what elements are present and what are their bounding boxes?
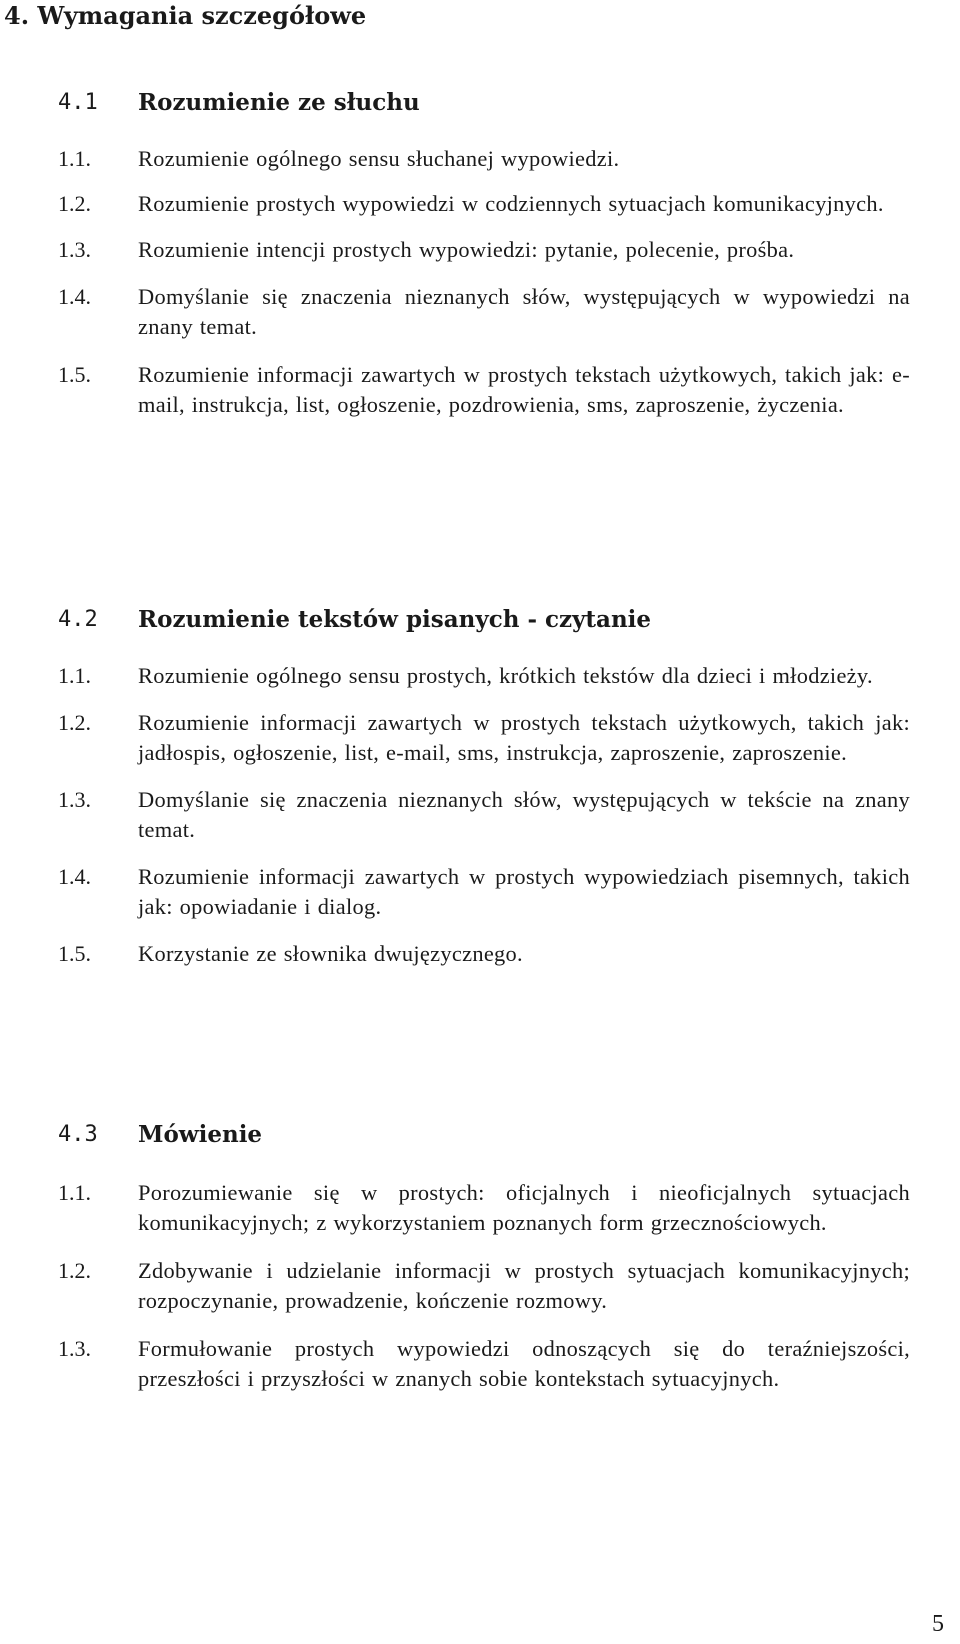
- section-title: Rozumienie tekstów pisanych - czytanie: [138, 606, 652, 633]
- item-number: 1.5.: [58, 941, 91, 966]
- item-text: Korzystanie ze słownika dwujęzycznego.: [138, 941, 523, 966]
- list-item: [0, 360, 960, 420]
- list-item: [0, 144, 960, 174]
- section-title: Mówienie: [138, 1121, 263, 1148]
- item-number: 1.1.: [58, 663, 91, 688]
- section-heading: [0, 88, 960, 118]
- item-number: 1.3.: [58, 1336, 91, 1361]
- item-text: Rozumienie informacji zawartych w prostych tekstach użytkowych, takich jak: e-mail, instrukcja, list, ogłoszenie, pozdrowienia, sms, zaproszenie, życzenia.: [138, 362, 910, 417]
- item-number: 1.2.: [58, 191, 91, 216]
- list-item: [0, 235, 960, 265]
- section-number: 4.3: [58, 1122, 98, 1147]
- list-item: [0, 785, 960, 845]
- item-number: 1.2.: [58, 710, 91, 735]
- list-item: [0, 1256, 960, 1316]
- list-item: [0, 1178, 960, 1238]
- list-item: [0, 708, 960, 768]
- list-item: [0, 189, 960, 219]
- section-number: 4.2: [58, 607, 98, 632]
- item-text: Rozumienie informacji zawartych w prostych wypowiedziach pisemnych, takich jak: opowiadanie i dialog.: [138, 864, 910, 919]
- item-number: 1.1.: [58, 1180, 91, 1205]
- item-text: Formułowanie prostych wypowiedzi odnoszących się do teraźniejszości, przeszłości i przyszłości w znanych sobie kontekstach sytuacyjnych.: [138, 1336, 910, 1391]
- section-heading: [0, 605, 960, 635]
- item-number: 1.3.: [58, 237, 91, 262]
- section-number: 4.1: [58, 90, 98, 115]
- section-title: Rozumienie ze słuchu: [138, 89, 420, 116]
- item-text: Domyślanie się znaczenia nieznanych słów, występujących w tekście na znany temat.: [138, 787, 910, 842]
- item-text: Rozumienie intencji prostych wypowiedzi: pytanie, polecenie, prośba.: [138, 237, 795, 262]
- item-text: Zdobywanie i udzielanie informacji w prostych sytuacjach komunikacyjnych; rozpoczynanie, prowadzenie, kończenie rozmowy.: [138, 1258, 910, 1313]
- item-number: 1.1.: [58, 146, 91, 171]
- list-item: [0, 939, 960, 969]
- list-item: [0, 1334, 960, 1394]
- list-item: [0, 862, 960, 922]
- item-number: 1.4.: [58, 284, 91, 309]
- list-item: [0, 282, 960, 342]
- item-number: 1.5.: [58, 362, 91, 387]
- item-text: Porozumiewanie się w prostych: oficjalnych i nieoficjalnych sytuacjach komunikacyjnych; z wykorzystaniem poznanych form grzecznościowych.: [138, 1180, 910, 1235]
- item-text: Rozumienie informacji zawartych w prostych tekstach użytkowych, takich jak: jadłospis, ogłoszenie, list, e-mail, sms, instrukcja, zaproszenie, zaproszenie.: [138, 710, 910, 765]
- list-item: [0, 661, 960, 691]
- page-title: 4. Wymagania szczegółowe: [4, 1, 367, 30]
- item-text: Domyślanie się znaczenia nieznanych słów, występujących w wypowiedzi na znany temat.: [138, 284, 910, 339]
- section-reading: [0, 605, 960, 969]
- item-number: 1.2.: [58, 1258, 91, 1283]
- item-number: 1.4.: [58, 864, 91, 889]
- section-speaking: [0, 1120, 960, 1394]
- item-number: 1.3.: [58, 787, 91, 812]
- item-text: Rozumienie ogólnego sensu słuchanej wypowiedzi.: [138, 146, 620, 171]
- section-heading: [0, 1120, 960, 1150]
- page-number: 5: [932, 1611, 944, 1637]
- item-text: Rozumienie prostych wypowiedzi w codziennych sytuacjach komunikacyjnych.: [138, 191, 884, 216]
- item-text: Rozumienie ogólnego sensu prostych, krótkich tekstów dla dzieci i młodzieży.: [138, 663, 873, 688]
- section-listening: [0, 88, 960, 420]
